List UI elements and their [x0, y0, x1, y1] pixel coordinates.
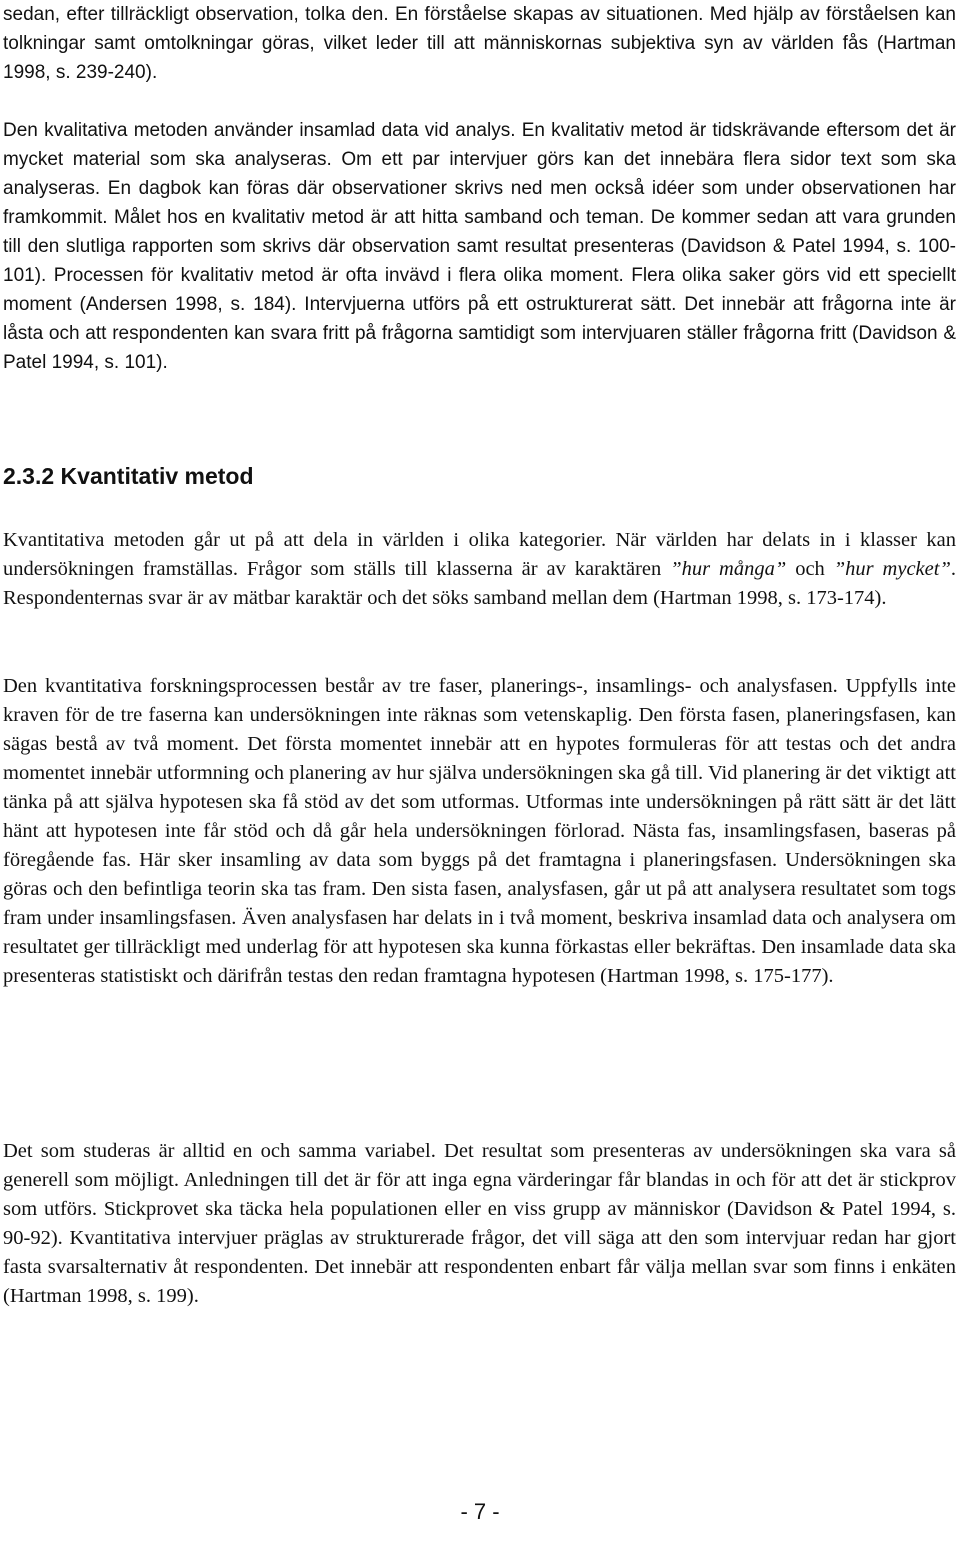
section-heading: 2.3.2 Kvantitativ metod	[3, 463, 254, 489]
page-number: - 7 -	[460, 1499, 500, 1524]
quote-hur-mycket: ”hur mycket”	[833, 558, 951, 580]
paragraph-qualitative-method: Den kvalitativa metoden använder insamlad data vid analys. En kvalitativ metod är tidskrävande eftersom det är mycket material som ska analyseras. Om ett par intervjuer görs kan det innebära flera sidor text som ska analyseras. En dagbok kan föras där observationer skrivs ned men också idéer som under observationen har framkommit. Målet hos en kvalitativ metod är att hitta samband och teman. De kommer sedan att vara grunden till den slutliga rapporten som skrivs där observation samt resultat presenteras (Davidson & Patel 1994, s. 100-101). Processen för kvalitativ metod är ofta invävd i flera olika moment. Flera olika saker görs vid ett speciellt moment (Andersen 1998, s. 184). Intervjuerna utförs på ett ostrukturerat sätt. Det innebär att frågorna inte är låsta och att respondenten kan svara fritt på frågorna samtidigt som intervjuaren ställer frågorna fritt (Davidson & Patel 1994, s. 101).	[3, 120, 956, 373]
intro-text-between: och	[786, 558, 834, 580]
intro-text-after: . Respondenternas svar är av mätbar karaktär och det söks samband mellan dem (Hartman 1998, s. 173-174).	[3, 558, 956, 609]
quote-hur-manga: ”hur många”	[670, 558, 787, 580]
paragraph-variable-study: Det som studeras är alltid en och samma variabel. Det resultat som presenteras av undersökningen ska vara så generell som möjligt. Anledningen till det är för att inga egna värderingar får blandas in och för att det är stickprov som utförs. Stickprovet ska täcka hela populationen eller en viss grupp av människor (Davidson & Patel 1994, s. 90-92). Kvantitativa intervjuer präglas av strukturerade frågor, det vill säga att den som intervjuar redan har gjort fasta svarsalternativ åt respondenten. Det innebär att respondenten enbart får välja mellan svar som finns i enkäten (Hartman 1998, s. 199).	[3, 1140, 956, 1307]
paragraph-research-process: Den kvantitativa forskningsprocessen består av tre faser, planerings-, insamlings- och analysfasen. Uppfylls inte kraven för de tre faserna kan undersökningen inte räknas som vetenskaplig. Den första fasen, planeringsfasen, kan sägas bestå av två moment. Det första momentet innebär att en hypotes formuleras för att testas och det andra momentet innebär utformning och planering av hur själva undersökningen ska gå till. Vid planering är det viktigt att tänka på att själva hypotesen ska få stöd av det som utformas. Utformas inte undersökningen på rätt sätt är det lätt hänt att hypotesen inte får stöd och då går hela undersökningen förlorad. Nästa fas, insamlingsfasen, baseras på föregående fas. Här sker insamling av data som byggs på det framtagna i planeringsfasen. Undersökningen ska göras och den befintliga teorin ska tas fram. Den sista fasen, analysfasen, går ut på att analysera resultatet som togs fram under insamlingsfasen. Även analysfasen har delats in i två moment, beskriva insamlad data och analysera om resultatet ger tillräckligt med underlag för att hypotesen ska kunna förkastas eller bekräftas. Den insamlade data ska presenteras statistiskt och därifrån testas den redan framtagna hypotesen (Hartman 1998, s. 175-177).	[3, 675, 956, 987]
intro-text-before: Kvantitativa metoden går ut på att dela in världen i olika kategorier. När världen har delats in i klasser kan undersökningen framställas. Frågor som ställs till klasserna är av karaktären	[3, 529, 956, 580]
paragraph-quantitative-intro	[3, 526, 956, 613]
paragraph-continued: sedan, efter tillräckligt observation, tolka den. En förståelse skapas av situationen. Med hjälp av förståelsen kan tolkningar samt omtolkningar göras, vilket leder till att människornas subjektiva syn av världen fås (Hartman 1998, s. 239-240).	[3, 4, 956, 83]
